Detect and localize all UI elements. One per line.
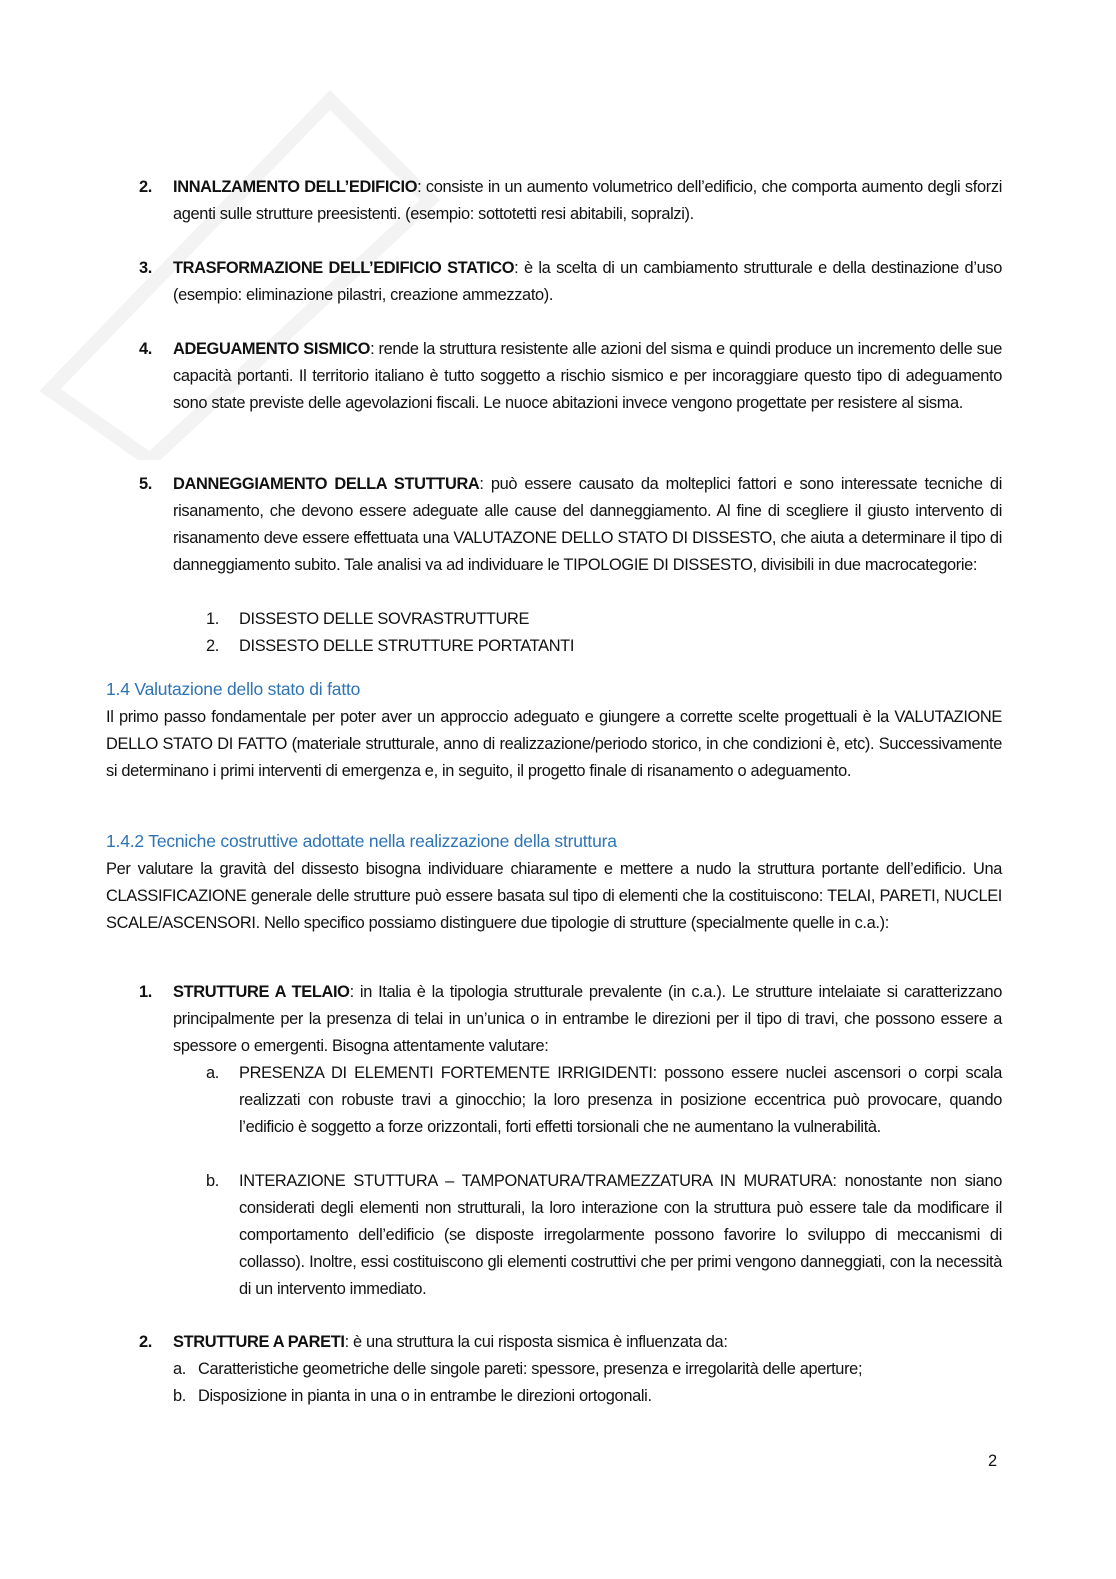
sublist-item [206,633,1002,660]
item-title: TRASFORMAZIONE DELL’EDIFICIO STATICO [173,259,515,277]
list-number: b. [206,1172,219,1190]
item-text: PRESENZA DI ELEMENTI FORTEMENTE IRRIGIDENTI: possono essere nuclei ascensori o corpi scala realizzati con robuste travi a ginocchio; la loro presenza in posizione eccentrica può provocare, quando l’edificio è soggetto a forze orizzontali, forti effetti torsionali che ne aumentano la vulnerabilità. [239,1064,1002,1136]
list-number: a. [173,1360,186,1378]
page-number: 2 [988,1452,998,1470]
item-text: INTERAZIONE STUTTURA – TAMPONATURA/TRAMEZZATURA IN MURATURA: nonostante non siano considerati degli elementi non strutturali, la loro interazione con la struttura può essere tale da modificare il comportamento dell’edificio (se disposte irregolarmente possono favorire lo sviluppo di meccanismi di collasso). Inoltre, essi costituiscono gli elementi costruttivi che per primi vengono danneggiati, con la necessità di un intervento immediato. [239,1172,1002,1298]
sublist-item [206,1060,1002,1141]
sublist-item [206,606,1002,633]
item-text: Disposizione in pianta in una o in entrambe le direzioni ortogonali. [198,1387,652,1405]
item-title: STRUTTURE A PARETI [173,1333,345,1351]
paragraph: Per valutare la gravità del dissesto bisogna individuare chiaramente e mettere a nudo la struttura portante dell’edificio. Una CLASSIFICAZIONE generale delle strutture può essere basata sul tipo di elementi che la costituiscono: TELAI, PARETI, NUCLEI SCALE/ASCENSORI. Nello specifico possiamo distinguere due tipologie di strutture (specialmente quelle in c.a.): [106,860,1002,932]
list-number: 5. [139,475,152,493]
list-item [139,174,1002,228]
list-number: 1. [139,983,152,1001]
list-number: 3. [139,259,152,277]
item-text: : può essere causato da molteplici fattori e sono interessate tecniche di risanamento, che devono essere adeguate alle cause del danneggiamento. Al fine di scegliere il giusto intervento di risanamento deve essere effettuata una VALUTAZONE DELLO STATO DI DISSESTO, che aiuta a determinare il tipo di danneggiamento subito. Tale analisi va ad individuare le TIPOLOGIE DI DISSESTO, divisibili in due macrocategorie: [173,475,1002,574]
section-heading: 1.4.2 Tecniche costruttive adottate nella realizzazione della struttura [106,831,617,851]
item-title: STRUTTURE A TELAIO [173,983,350,1001]
item-text: : in Italia è la tipologia strutturale prevalente (in c.a.). Le strutture intelaiate si caratterizzano principalmente per la presenza di telai in un’unica o in entrambe le direzioni per il tipo di travi, che possono essere a spessore o emergenti. Bisogna attentamente valutare: [173,983,1002,1055]
list-item [139,979,1002,1060]
item-text: DISSESTO DELLE STRUTTURE PORTATANTI [239,637,575,655]
list-number: a. [206,1064,219,1082]
item-title: ADEGUAMENTO SISMICO [173,340,371,358]
section-heading: 1.4 Valutazione dello stato di fatto [106,679,361,699]
sublist-item [173,1383,1002,1410]
list-number: 2. [206,637,219,655]
sublist-item [173,1356,1002,1383]
item-text: : rende la struttura resistente alle azioni del sisma e quindi produce un incremento delle sue capacità portanti. Il territorio italiano è tutto soggetto a rischio sismico e per incoraggiare questo tipo di adeguamento sono state previste delle agevolazioni fiscali. Le nuoce abitazioni invece vengono progettate per resistere al sisma. [173,340,1002,412]
item-text: : è una struttura la cui risposta sismica è influenzata da: [344,1333,728,1351]
list-item [139,336,1002,417]
item-text: : è la scelta di un cambiamento strutturale e della destinazione d’uso (esempio: eliminazione pilastri, creazione ammezzato). [173,259,1002,304]
item-title: DANNEGGIAMENTO DELLA STUTTURA [173,475,480,493]
item-text: DISSESTO DELLE SOVRASTRUTTURE [239,610,530,628]
list-item [139,471,1002,579]
list-number: 2. [139,1333,152,1351]
list-number: 2. [139,178,152,196]
item-text: : consiste in un aumento volumetrico dell’edificio, che comporta aumento degli sforzi agenti sulle strutture preesistenti. (esempio: sottotetti resi abitabili, sopralzi). [173,178,1002,223]
list-item [139,1329,1002,1356]
sublist-item [206,1168,1002,1303]
paragraph: Il primo passo fondamentale per poter aver un approccio adeguato e giungere a corrette scelte progettuali è la VALUTAZIONE DELLO STATO DI FATTO (materiale strutturale, anno di realizzazione/periodo storico, in che condizioni è, etc). Successivamente si determinano i primi interventi di emergenza e, in seguito, il progetto finale di risanamento o adeguamento. [106,708,1002,780]
item-text: Caratteristiche geometriche delle singole pareti: spessore, presenza e irregolarità delle aperture; [198,1360,863,1378]
list-number: 1. [206,610,219,628]
list-item [139,255,1002,309]
list-number: b. [173,1387,186,1405]
list-number: 4. [139,340,152,358]
item-title: INNALZAMENTO DELL’EDIFICIO [173,178,418,196]
